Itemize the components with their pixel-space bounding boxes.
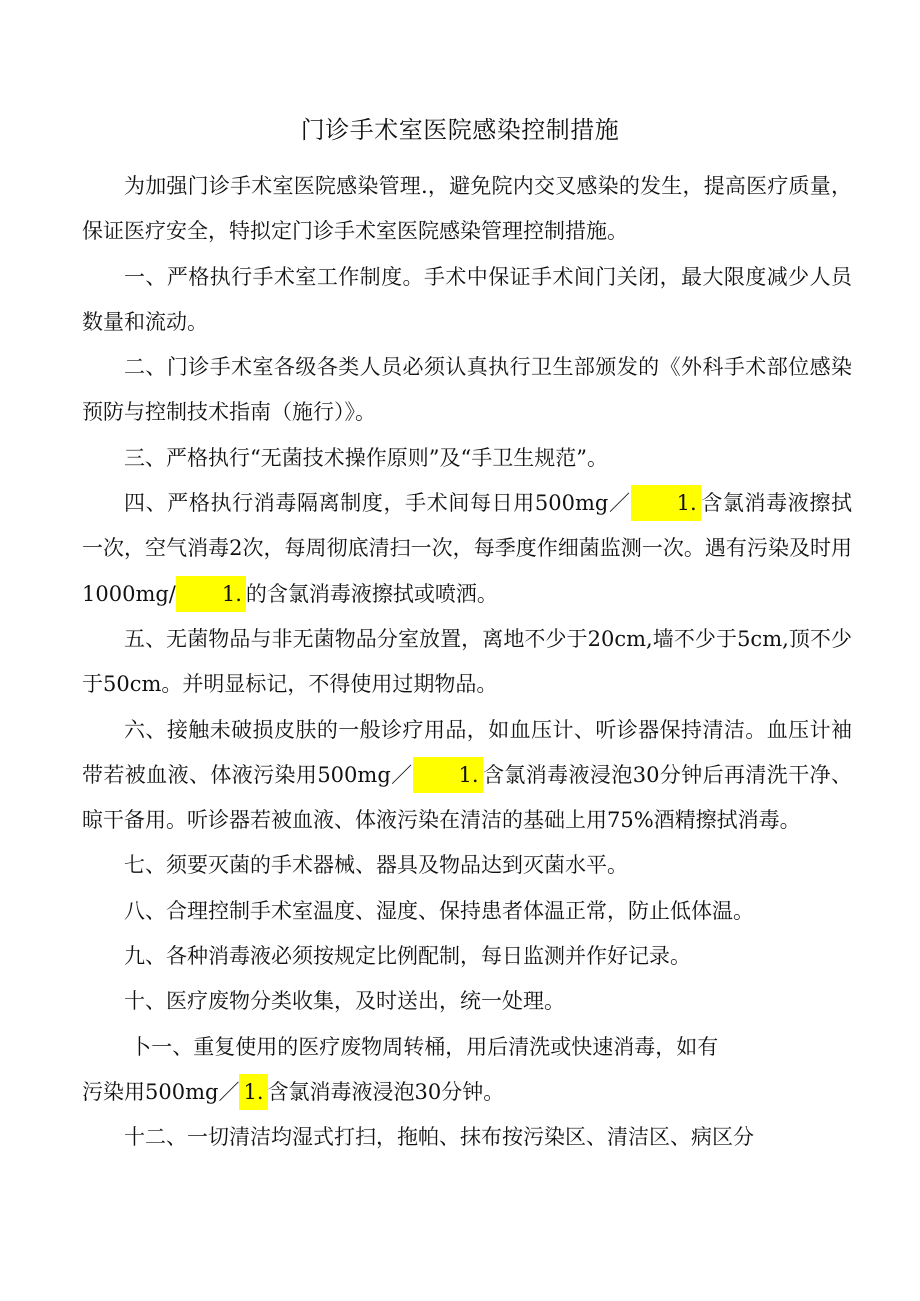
paragraph-6 bbox=[82, 708, 852, 844]
paragraph-11-line-1: 卜一、重复使用的医疗废物周转桶，用后清洗或快速消毒，如有 bbox=[130, 1034, 719, 1059]
paragraph-4-part-a: 四、严格执行消毒隔离制度，手术间每日用500mg／ bbox=[124, 491, 631, 516]
paragraph-4-part-b: 含氯消毒液擦拭一次，空气消毒2次，每周彻底清扫一次，每季度作细菌监测一次。遇有污染及时用1000mg/ bbox=[82, 491, 853, 606]
paragraph-intro: 为加强门诊手术室医院感染管理.，避免院内交叉感染的发生，提高医疗质量，保证医疗安全，特拟定门诊手术室医院感染管理控制措施。 bbox=[82, 174, 852, 244]
paragraph-5: 五、无菌物品与非无菌物品分室放置，离地不少于20cm,墙不少于5cm,顶不少于50cm。并明显标记，不得使用过期物品。 bbox=[82, 626, 852, 697]
document-title: 门诊手术室医院感染控制措施 bbox=[300, 116, 620, 144]
paragraph-11-line-2 bbox=[82, 1070, 852, 1115]
highlight-mark: 1. bbox=[631, 485, 701, 521]
highlight-mark: 1. bbox=[239, 1074, 267, 1110]
paragraph-12: 十二、一切清洁均湿式打扫，拖帕、抹布按污染区、清洁区、病区分 bbox=[124, 1125, 754, 1150]
paragraph-6-part-b: 含氯消毒液浸泡30分钟后再清洗干净、晾干备用。听诊器若被血液、体液污染在清洁的基础上用75%酒精擦拭消毒。 bbox=[82, 762, 852, 833]
highlight-mark: 1. bbox=[176, 576, 246, 612]
document-body bbox=[82, 164, 852, 1161]
paragraph-9: 九、各种消毒液必须按规定比例配制，每日监测并作好记录。 bbox=[124, 944, 691, 969]
paragraph-4 bbox=[82, 481, 852, 617]
paragraph-7: 七、须要灭菌的手术器械、器具及物品达到灭菌水平。 bbox=[124, 853, 628, 878]
paragraph-3: 三、严格执行“无菌技术操作原则”及“手卫生规范”。 bbox=[124, 445, 608, 470]
paragraph-6-part-a: 六、接触未破损皮肤的一般诊疗用品，如血压计、听诊器保持清洁。血压计袖带若被血液、体液污染用500mg／ bbox=[82, 717, 852, 787]
paragraph-11-part-b: 含氯消毒液浸泡30分钟。 bbox=[267, 1079, 505, 1104]
paragraph-10: 十、医疗废物分类收集，及时送出，统一处理。 bbox=[124, 989, 565, 1014]
paragraph-11 bbox=[82, 1025, 852, 1116]
paragraph-2: 二、门诊手术室各级各类人员必须认真执行卫生部颁发的《外科手术部位感染预防与控制技术指南（施行）》。 bbox=[82, 355, 852, 425]
paragraph-11-part-a: 污染用500mg／ bbox=[82, 1079, 240, 1104]
paragraph-4-part-c: 的含氯消毒液擦拭或喷洒。 bbox=[245, 581, 498, 606]
highlight-mark: 1. bbox=[413, 757, 483, 793]
paragraph-1: 一、严格执行手术室工作制度。手术中保证手术间门关闭，最大限度减少人员数量和流动。 bbox=[82, 264, 852, 334]
paragraph-8: 八、合理控制手术室温度、湿度、保持患者体温正常，防止低体温。 bbox=[124, 898, 754, 923]
